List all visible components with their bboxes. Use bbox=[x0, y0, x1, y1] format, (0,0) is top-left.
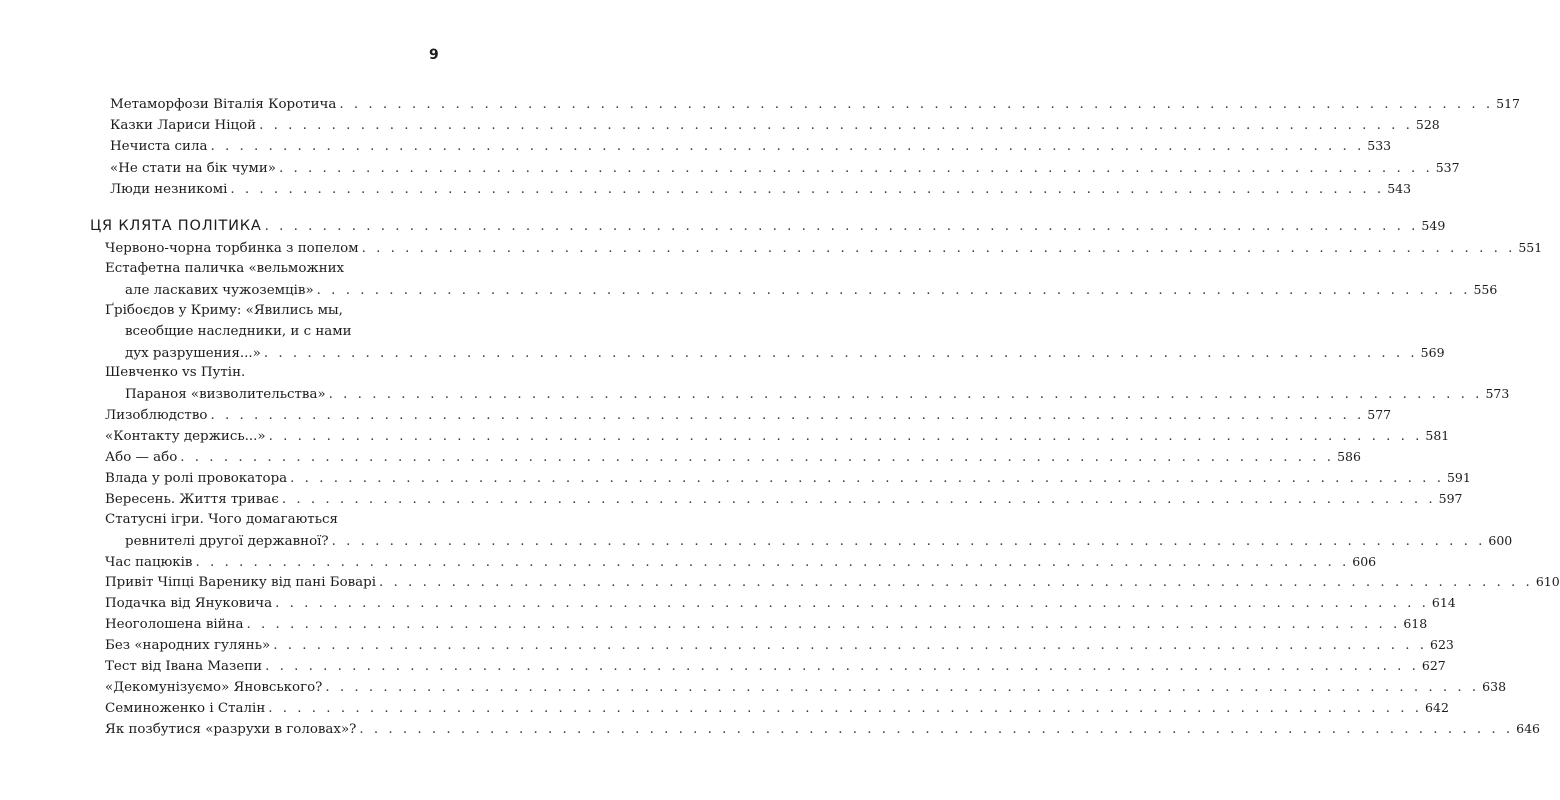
entry-title-continuation: Параноя «визволительства» bbox=[125, 387, 326, 403]
toc-entry bbox=[105, 237, 1543, 259]
entry-page-number: 543 bbox=[1387, 180, 1412, 196]
entry-title: Неоголошена війна bbox=[105, 617, 244, 633]
dot-leader: . . . . . . . . . . . . . . . . . . . . . . . . . . . . . . . . . . . . . . . . . . . . . . . . . . . . . . . . . . . . . . . . . . . . . . . . . . . . . . . . bbox=[359, 721, 1514, 737]
dot-leader: . . . . . . . . . . . . . . . . . . . . . . . . . . . . . . . . . . . . . . . . . . . . . . . . . . . . . . . . . . . . . . . . . . . . . . . . . . . . . . . . bbox=[263, 345, 1418, 361]
toc-entry bbox=[110, 157, 1460, 179]
dot-leader: . . . . . . . . . . . . . . . . . . . . . . . . . . . . . . . . . . . . . . . . . . . . . . . . . . . . . . . . . . . . . . . . . . . . . . . . . . . . . . . . bbox=[325, 679, 1480, 695]
entry-title-continuation: але ласкавих чужоземців» bbox=[125, 282, 314, 298]
dot-leader: . . . . . . . . . . . . . . . . . . . . . . . . . . . . . . . . . . . . . . . . . . . . . . . . . . . . . . . . . . . . . . . . . . . . . . . . . . . . . . . . bbox=[195, 554, 1350, 570]
toc-entry bbox=[105, 404, 1392, 426]
entry-page-number: 646 bbox=[1516, 720, 1540, 736]
dot-leader: . . . . . . . . . . . . . . . . . . . . . . . . . . . . . . . . . . . . . . . . . . . . . . . . . . . . . . . . . . . . . . . . . . . . . . . . . . . . . . . . bbox=[210, 139, 1365, 155]
toc-entry bbox=[105, 551, 1377, 573]
entry-page-number: 600 bbox=[1488, 532, 1513, 548]
toc-entry bbox=[110, 114, 1440, 136]
entry-title-continuation: ревнителі другої державної? bbox=[125, 533, 329, 549]
entry-page-number: 627 bbox=[1421, 658, 1446, 673]
page-number: 9 bbox=[429, 47, 439, 63]
entry-title: Люди незникомі bbox=[110, 181, 228, 197]
dot-leader: . . . . . . . . . . . . . . . . . . . . . . . . . . . . . . . . . . . . . . . . . . . . . . . . . . . . . . . . . . . . . . . . . . . . . . . . . . . . . . . . bbox=[361, 241, 1516, 256]
entry-title: Привіт Чіпці Варенику від пані Боварі bbox=[105, 575, 377, 591]
toc-entry bbox=[105, 425, 1450, 447]
entry-page-number: 623 bbox=[1430, 637, 1454, 653]
dot-leader: . . . . . . . . . . . . . . . . . . . . . . . . . . . . . . . . . . . . . . . . . . . . . . . . . . . . . . . . . . . . . . . . . . . . . . . . . . . . . . . . bbox=[290, 470, 1444, 486]
dot-leader: . . . . . . . . . . . . . . . . . . . . . . . . . . . . . . . . . . . . . . . . . . . . . . . . . . . . . . . . . . . . . . . . . . . . . . . . . . . . . . . . bbox=[210, 408, 1365, 424]
entry-title: Метаморфози Віталія Коротича bbox=[110, 97, 337, 112]
entry-title: Семиноженко і Сталін bbox=[105, 700, 266, 716]
entry-title: Час пацюків bbox=[105, 554, 193, 570]
entry-title: Або — або bbox=[105, 450, 178, 465]
entry-title: Нечиста сила bbox=[110, 139, 208, 155]
entry-page-number: 569 bbox=[1420, 344, 1445, 360]
toc-entry bbox=[105, 571, 1560, 593]
toc-entry bbox=[105, 300, 1445, 364]
dot-leader: . . . . . . . . . . . . . . . . . . . . . . . . . . . . . . . . . . . . . . . . . . . . . . . . . . . . . . . . . . . . . . . . . . . . . . . . . . . . . . . . bbox=[278, 160, 1433, 176]
entry-page-number: 528 bbox=[1415, 117, 1440, 133]
entry-title: Тест від Івана Мазепи bbox=[105, 659, 263, 674]
toc-entry bbox=[105, 676, 1507, 698]
entry-page-number: 610 bbox=[1535, 574, 1560, 590]
dot-leader: . . . . . . . . . . . . . . . . . . . . . . . . . . . . . . . . . . . . . . . . . . . . . . . . . . . . . . . . . . . . . . . . . . . . . . . . . . . . . . . . bbox=[316, 282, 1471, 298]
dot-leader: . . . . . . . . . . . . . . . . . . . . . . . . . . . . . . . . . . . . . . . . . . . . . . . . . . . . . . . . . . . . . . . . . . . . . . . . . . . . . . . . bbox=[265, 659, 1419, 674]
dot-leader: . . . . . . . . . . . . . . . . . . . . . . . . . . . . . . . . . . . . . . . . . . . . . . . . . . . . . . . . . . . . . . . . . . . . . . . . . . . . . . . . bbox=[379, 575, 1533, 591]
entry-title: Без «народних гулянь» bbox=[105, 638, 271, 654]
entry-page-number: 597 bbox=[1438, 490, 1463, 506]
dot-leader: . . . . . . . . . . . . . . . . . . . . . . . . . . . . . . . . . . . . . . . . . . . . . . . . . . . . . . . . . . . . . . . . . . . . . . . . . . . . . . . . bbox=[246, 617, 1401, 633]
entry-page-number: 638 bbox=[1482, 678, 1507, 694]
toc-entry bbox=[105, 634, 1454, 656]
toc-entry bbox=[105, 446, 1361, 468]
dot-leader: . . . . . . . . . . . . . . . . . . . . . . . . . . . . . . . . . . . . . . . . . . . . . . . . . . . . . . . . . . . . . . . . . . . . . . . . . . . . . . . . bbox=[268, 700, 1423, 716]
toc-entry bbox=[105, 467, 1471, 489]
entry-title: Шевченко vs Путін. bbox=[105, 365, 246, 381]
dot-leader: . . . . . . . . . . . . . . . . . . . . . . . . . . . . . . . . . . . . . . . . . . . . . . . . . . . . . . . . . . . . . . . . . . . . . . . . . . . . . . . . bbox=[275, 596, 1429, 612]
toc-entry bbox=[110, 93, 1520, 115]
entry-title: Естафетна паличка «вельможних bbox=[105, 260, 345, 276]
dot-leader: . . . . . . . . . . . . . . . . . . . . . . . . . . . . . . . . . . . . . . . . . . . . . . . . . . . . . . . . . . . . . . . . . . . . . . . . . . . . . . . . bbox=[268, 429, 1423, 445]
entry-page-number: 533 bbox=[1367, 138, 1392, 154]
entry-title: Казки Лариси Ніцой bbox=[110, 118, 257, 134]
entry-title: Статусні ігри. Чого домагаються bbox=[105, 511, 338, 527]
entry-title: «Контакту держись...» bbox=[105, 429, 266, 445]
dot-leader: . . . . . . . . . . . . . . . . . . . . . . . . . . . . . . . . . . . . . . . . . . . . . . . . . . . . . . . . . . . . . . . . . . . . . . . . . . . . . . . . bbox=[328, 387, 1483, 403]
entry-title-continuation: дух разрушения...» bbox=[125, 345, 261, 361]
dot-leader: . . . . . . . . . . . . . . . . . . . . . . . . . . . . . . . . . . . . . . . . . . . . . . . . . . . . . . . . . . . . . . . . . . . . . . . . . . . . . . . . bbox=[180, 450, 1335, 465]
entry-page-number: 606 bbox=[1352, 553, 1377, 569]
toc-entry bbox=[110, 135, 1392, 157]
dot-leader: . . . . . . . . . . . . . . . . . . . . . . . . . . . . . . . . . . . . . . . . . . . . . . . . . . . . . . . . . . . . . . . . . . . . . . . . . . . . . . . . bbox=[230, 181, 1385, 197]
toc-entry bbox=[105, 509, 1513, 552]
entry-title: «Не стати на бік чуми» bbox=[110, 160, 276, 176]
entry-page-number: 586 bbox=[1337, 449, 1361, 464]
entry-page-number: 618 bbox=[1403, 616, 1428, 632]
entry-title: Вересень. Життя триває bbox=[105, 491, 279, 507]
entry-title: Влада у ролі провокатора bbox=[105, 470, 288, 486]
dot-leader: . . . . . . . . . . . . . . . . . . . . . . . . . . . . . . . . . . . . . . . . . . . . . . . . . . . . . . . . . . . . . . . . . . . . . . . . . . . . . . . . bbox=[281, 491, 1436, 507]
entry-page-number: 517 bbox=[1496, 96, 1520, 111]
entry-page-number: 556 bbox=[1473, 281, 1498, 297]
entry-title: Червоно-чорна торбинка з попелом bbox=[105, 241, 359, 256]
toc-entry bbox=[105, 362, 1510, 405]
toc-entry bbox=[105, 488, 1463, 510]
dot-leader: . . . . . . . . . . . . . . . . . . . . . . . . . . . . . . . . . . . . . . . . . . . . . . . . . . . . . . . . . . . . . . . . . . . . . . . . . . . . . . . . bbox=[259, 118, 1413, 134]
entry-page-number: 642 bbox=[1425, 699, 1449, 715]
toc-entry bbox=[105, 613, 1428, 635]
toc-entry bbox=[105, 697, 1449, 719]
entry-page-number: 573 bbox=[1485, 386, 1510, 402]
entry-page-number: 549 bbox=[1421, 218, 1446, 233]
dot-leader: . . . . . . . . . . . . . . . . . . . . . . . . . . . . . . . . . . . . . . . . . . . . . . . . . . . . . . . . . . . . . . . . . . . . . . . . . . . . . . . . bbox=[339, 97, 1494, 112]
dot-leader: . . . . . . . . . . . . . . . . . . . . . . . . . . . . . . . . . . . . . . . . . . . . . . . . . . . . . . . . . . . . . . . . . . . . . . . . . . . . . . . . bbox=[331, 533, 1486, 549]
entry-page-number: 614 bbox=[1431, 595, 1456, 611]
dot-leader: . . . . . . . . . . . . . . . . . . . . . . . . . . . . . . . . . . . . . . . . . . . . . . . . . . . . . . . . . . . . . . . . . . . . . . . . . . . . . . . . bbox=[264, 219, 1419, 234]
entry-title: «Декомунізуємо» Яновського? bbox=[105, 679, 323, 695]
section-heading bbox=[90, 215, 1446, 237]
toc-entry bbox=[105, 592, 1456, 614]
dot-leader: . . . . . . . . . . . . . . . . . . . . . . . . . . . . . . . . . . . . . . . . . . . . . . . . . . . . . . . . . . . . . . . . . . . . . . . . . . . . . . . . bbox=[273, 638, 1428, 654]
entry-title-continuation: всеобщие наследники, и с нами bbox=[125, 323, 352, 339]
toc-entry bbox=[105, 718, 1540, 740]
section-heading-title: ЦЯ КЛЯТА ПОЛІТИКА bbox=[90, 218, 262, 234]
toc-entry bbox=[110, 178, 1412, 200]
entry-title: Лизоблюдство bbox=[105, 408, 208, 424]
entry-page-number: 591 bbox=[1446, 469, 1471, 485]
entry-page-number: 537 bbox=[1435, 159, 1460, 175]
entry-page-number: 581 bbox=[1425, 428, 1450, 444]
toc-entry bbox=[105, 655, 1446, 677]
entry-page-number: 551 bbox=[1518, 240, 1543, 255]
entry-title: Ґрібоєдов у Криму: «Явились мы, bbox=[105, 302, 343, 318]
entry-title: Як позбутися «разрухи в головах»? bbox=[105, 721, 357, 737]
entry-page-number: 577 bbox=[1367, 407, 1392, 423]
entry-title: Подачка від Януковича bbox=[105, 596, 273, 612]
toc-entry bbox=[105, 258, 1498, 301]
